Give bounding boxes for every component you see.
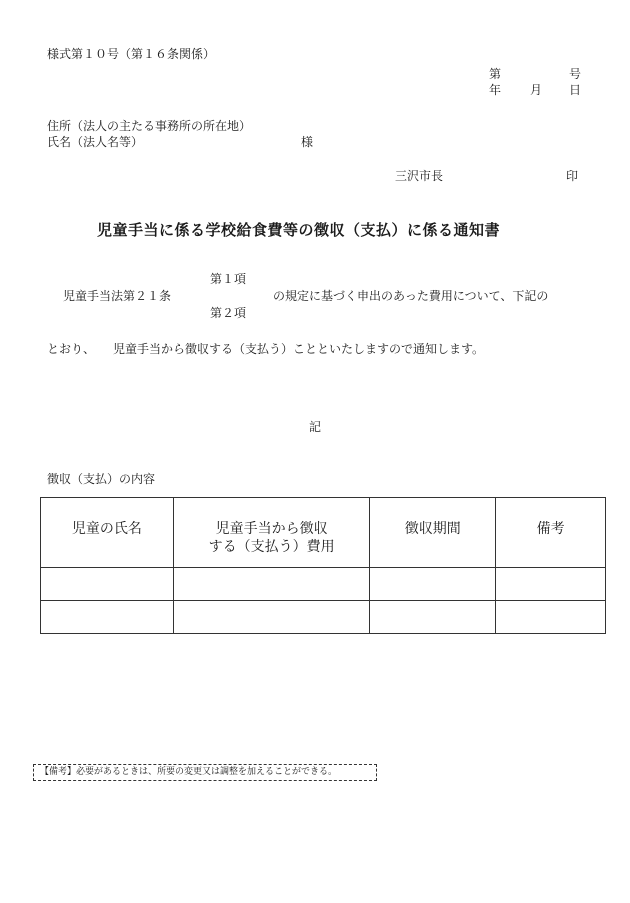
cell-remarks xyxy=(496,601,606,634)
seal-mark: 印 xyxy=(566,169,579,183)
table-row xyxy=(41,568,606,601)
address-label: 住所（法人の主たる事務所の所在地） xyxy=(47,119,252,133)
clause-2: 第２項 xyxy=(210,306,247,320)
section-label: 徴収（支払）の内容 xyxy=(47,472,156,486)
law-name: 児童手当法第２１条 xyxy=(63,289,172,303)
form-number: 様式第１０号（第１６条関係） xyxy=(47,47,216,61)
col-header-cost-text: 児童手当から徴収 する（支払う）費用 xyxy=(208,521,335,555)
table-header-row xyxy=(41,498,606,568)
note-text: 【備考】必要があるときは、所要の変更又は調整を加えることができる。 xyxy=(40,767,338,777)
issuer-title: 三沢市長 xyxy=(395,169,444,183)
date-month-label: 月 xyxy=(530,83,543,97)
date-year-label: 年 xyxy=(489,83,502,97)
number-label-go: 号 xyxy=(569,67,582,81)
col-header-child-name: 児童の氏名 xyxy=(41,498,174,568)
date-day-label: 日 xyxy=(569,83,582,97)
ki-label: 記 xyxy=(309,420,322,434)
col-header-remarks: 備考 xyxy=(496,498,606,568)
cell-cost xyxy=(173,568,370,601)
cell-child-name xyxy=(41,568,174,601)
cell-period xyxy=(370,601,496,634)
contents-table xyxy=(40,497,606,634)
cell-child-name xyxy=(41,601,174,634)
body-sentence-2a: とおり、 xyxy=(47,342,96,356)
cell-period xyxy=(370,568,496,601)
name-label: 氏名（法人名等） xyxy=(47,135,144,149)
clause-1: 第１項 xyxy=(210,272,247,286)
body-sentence-2b: 児童手当から徴収する（支払う）ことといたしますので通知します。 xyxy=(113,342,485,356)
col-header-cost xyxy=(173,498,370,568)
cell-cost xyxy=(173,601,370,634)
note-box xyxy=(33,764,377,781)
table-row xyxy=(41,601,606,634)
body-sentence-1: の規定に基づく申出のあった費用について、下記の xyxy=(273,289,549,303)
number-label-dai: 第 xyxy=(489,67,502,81)
document-title: 児童手当に係る学校給食費等の徴収（支払）に係る通知書 xyxy=(97,221,501,239)
honorific-sama: 様 xyxy=(301,135,314,149)
cell-remarks xyxy=(496,568,606,601)
col-header-period: 徴収期間 xyxy=(370,498,496,568)
